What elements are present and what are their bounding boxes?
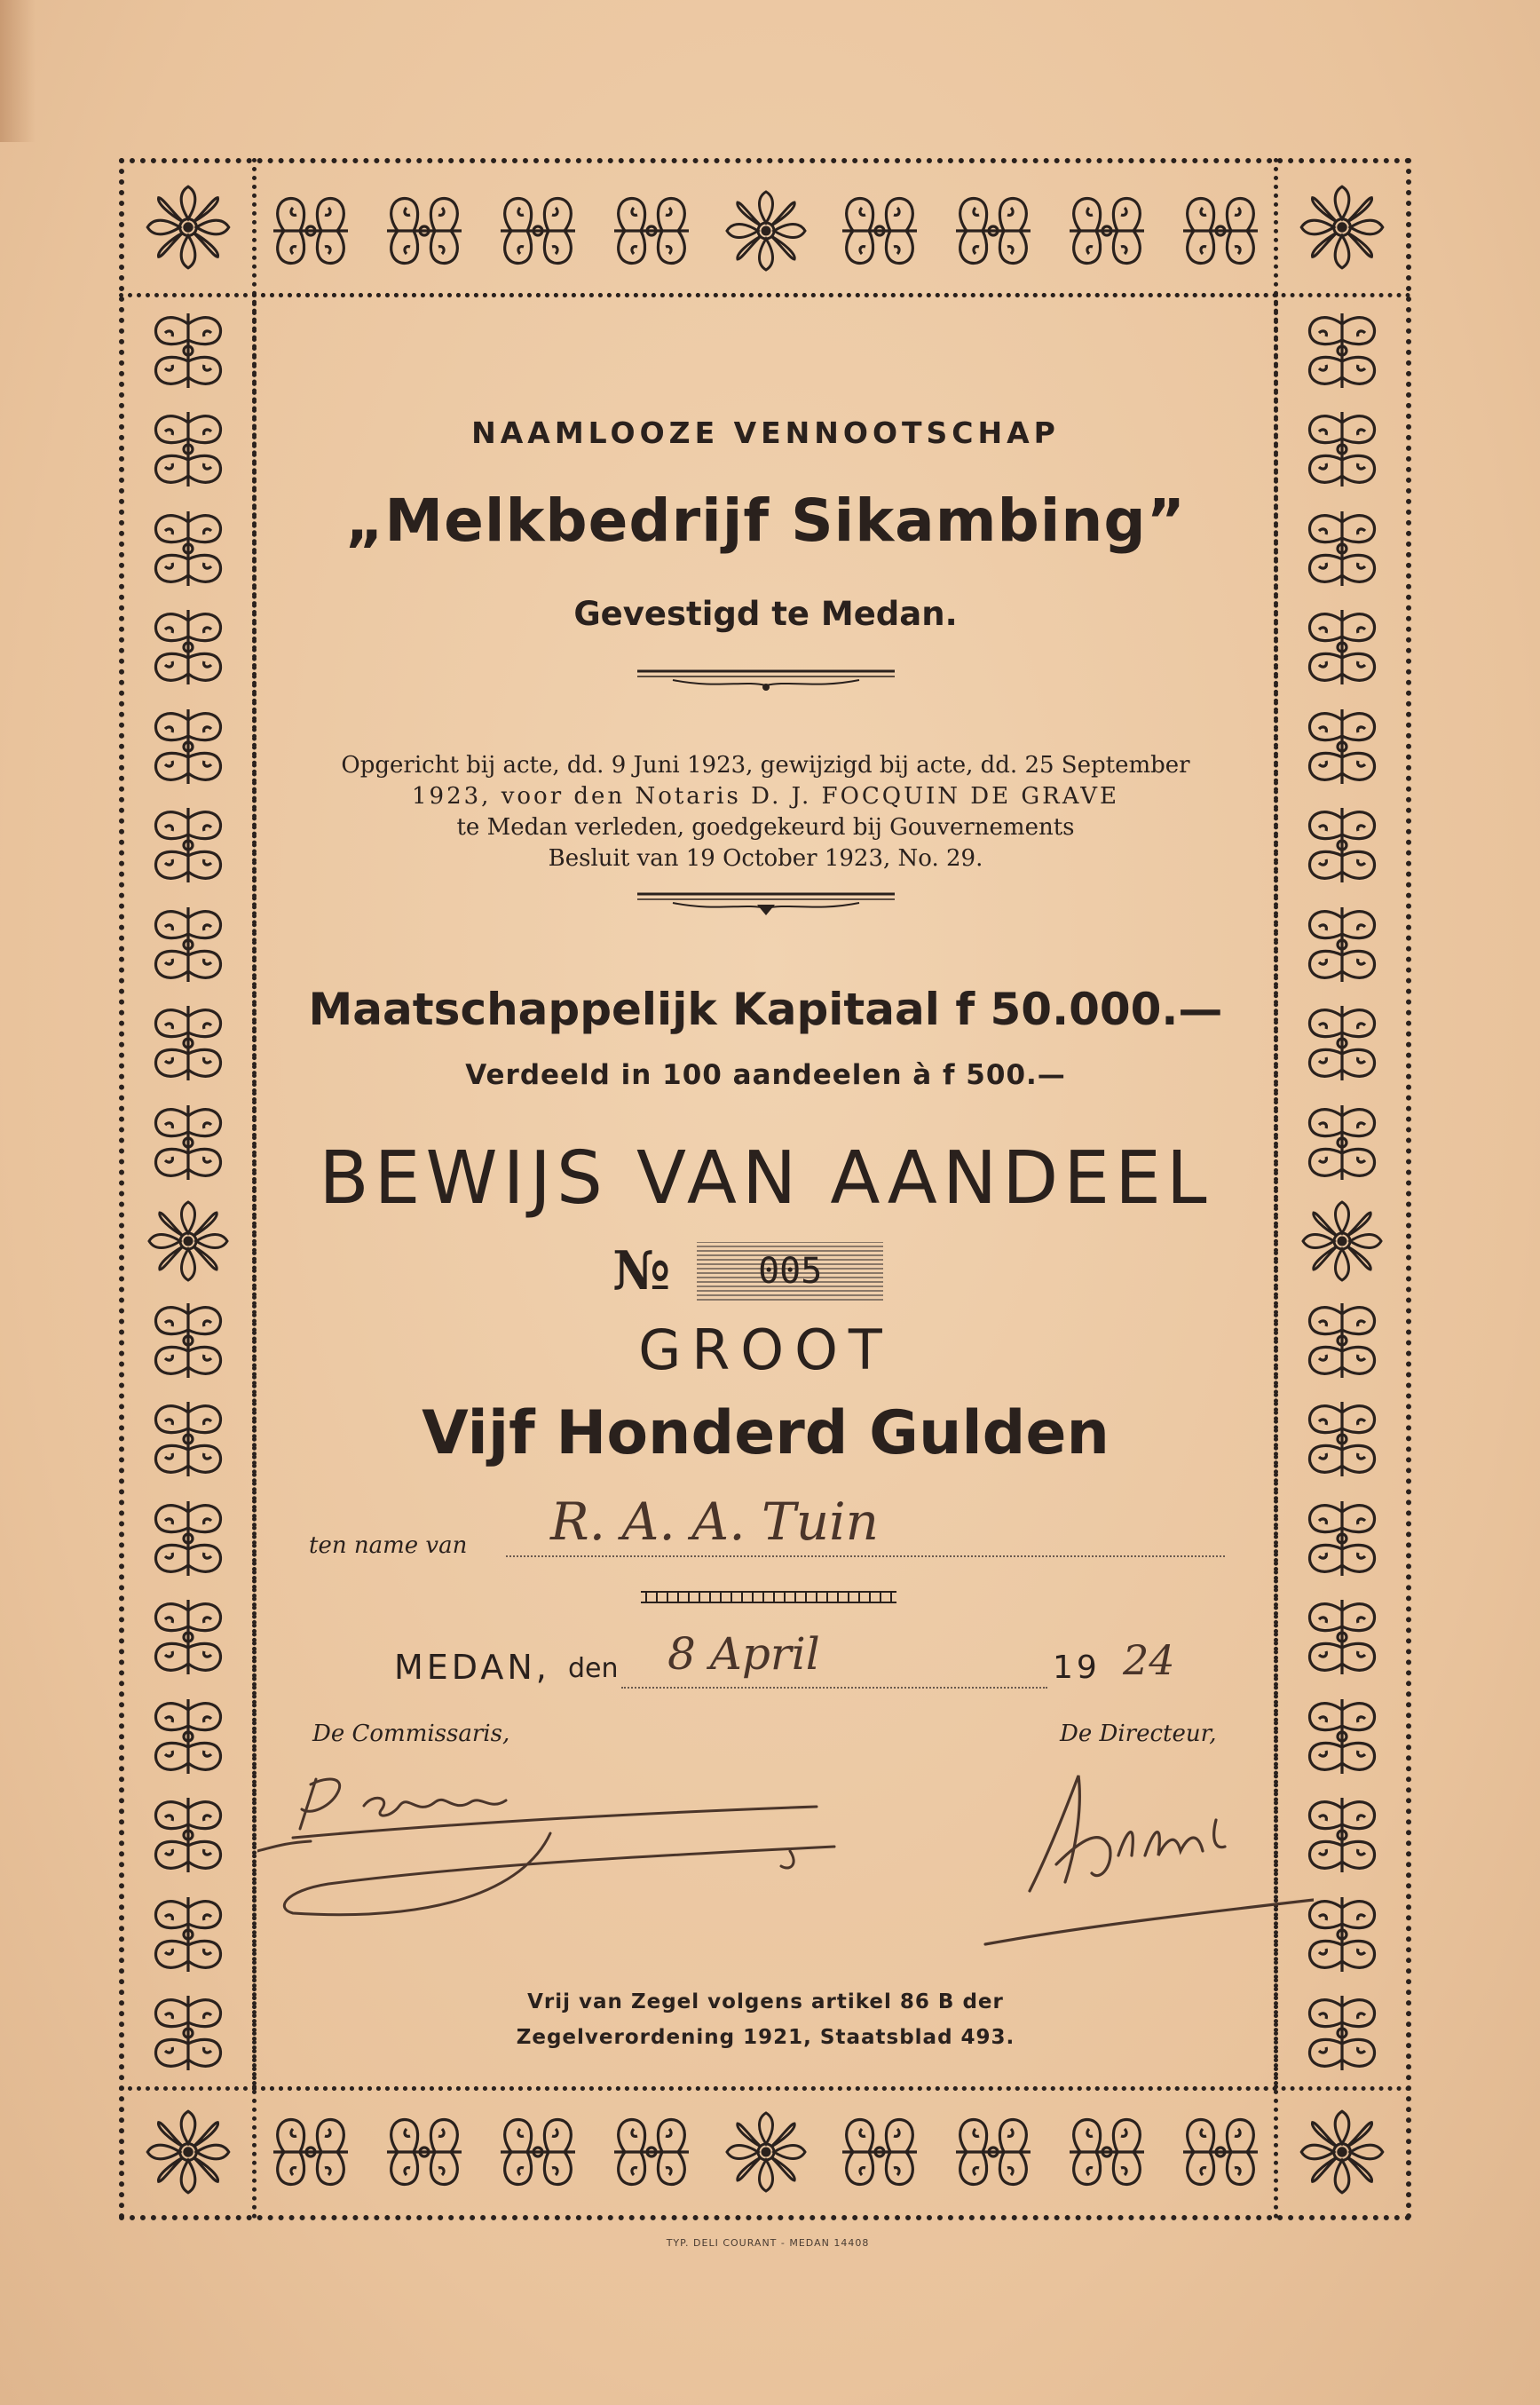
year-printed: 19 — [1053, 1649, 1101, 1686]
year-handwritten: 24 — [1123, 1636, 1175, 1684]
groot-label: GROOT — [638, 1317, 893, 1382]
directeur-signature — [976, 1758, 1314, 1953]
chain-separator — [641, 1589, 896, 1605]
scroll-ornament — [144, 603, 233, 692]
scroll-ornament — [1298, 306, 1386, 395]
scroll-ornament — [266, 2108, 355, 2196]
founding-line: Besluit van 19 October 1923, No. 29. — [548, 845, 983, 872]
holder-dotted-line — [506, 1555, 1225, 1557]
scroll-ornament — [144, 999, 233, 1088]
scroll-ornament — [1062, 186, 1151, 275]
scroll-ornament — [1298, 702, 1386, 791]
scroll-ornament — [607, 186, 696, 275]
scroll-ornament — [1062, 2108, 1151, 2196]
scroll-ornament — [266, 186, 355, 275]
left-column-line — [252, 158, 257, 2220]
scroll-ornament — [1298, 1296, 1386, 1385]
scroll-ornament — [144, 1296, 233, 1385]
certificate-number — [612, 1240, 883, 1302]
scroll-ornament — [1298, 900, 1386, 989]
scroll-ornament — [144, 405, 233, 494]
scroll-ornament — [1298, 1098, 1386, 1187]
scroll-ornament — [144, 1593, 233, 1681]
commissaris-signature — [257, 1767, 861, 1935]
decorative-rule-middle — [637, 890, 895, 917]
scroll-ornament — [722, 2108, 810, 2196]
scroll-ornament — [144, 1890, 233, 1979]
scroll-ornament — [722, 186, 810, 275]
scroll-ornament — [144, 1098, 233, 1187]
certificate-title: BEWIJS VAN AANDEEL — [319, 1136, 1212, 1221]
scroll-ornament — [1298, 1395, 1386, 1483]
scroll-ornament — [949, 186, 1038, 275]
company-type: NAAMLOOZE VENNOOTSCHAP — [471, 415, 1060, 450]
scroll-ornament — [835, 2108, 924, 2196]
number-value: 005 — [758, 1251, 823, 1292]
company-name: „Melkbedrijf Sikambing” — [345, 487, 1186, 555]
date-dotted-line — [621, 1687, 1047, 1689]
scroll-ornament — [494, 186, 582, 275]
scroll-ornament — [144, 1197, 233, 1286]
scroll-ornament — [1176, 186, 1265, 275]
scroll-ornament — [1298, 405, 1386, 494]
date-handwritten: 8 April — [667, 1628, 820, 1680]
decorative-rule-top — [637, 668, 895, 694]
scroll-ornament — [1298, 1197, 1386, 1286]
company-seat: Gevestigd te Medan. — [573, 595, 958, 633]
scroll-ornament — [1298, 1989, 1386, 2077]
scroll-ornament — [144, 1791, 233, 1879]
scroll-ornament — [144, 1395, 233, 1483]
scroll-ornament — [144, 504, 233, 593]
directeur-label: De Directeur, — [1060, 1721, 1217, 1747]
bottom-band-line — [119, 2086, 1411, 2091]
scroll-ornament — [380, 186, 469, 275]
founding-line: te Medan verleden, goedgekeurd bij Gouvernements — [456, 814, 1075, 841]
scroll-ornament — [144, 1692, 233, 1781]
commissaris-label: De Commissaris, — [312, 1721, 510, 1747]
corner-rosette-bottom-right — [1296, 2106, 1388, 2198]
scroll-ornament — [144, 801, 233, 890]
stamp-note-line: Zegelverordening 1921, Staatsblad 493. — [516, 2026, 1015, 2049]
number-box — [697, 1242, 883, 1301]
left-ornament-column — [144, 306, 233, 2077]
share-capital: Maatschappelijk Kapitaal f 50.000.— — [308, 984, 1223, 1035]
scroll-ornament — [144, 900, 233, 989]
holder-name-handwritten: R. A. A. Tuin — [550, 1491, 880, 1552]
scroll-ornament — [1298, 1494, 1386, 1583]
scroll-ornament — [144, 702, 233, 791]
place-of-issue: MEDAN, — [394, 1648, 550, 1687]
founding-line: Opgericht bij acte, dd. 9 Juni 1923, gewijzigd bij acte, dd. 25 September — [341, 752, 1190, 779]
scroll-ornament — [144, 1989, 233, 2077]
bottom-ornament-band — [266, 2108, 1265, 2196]
holder-label: ten name van — [309, 1532, 468, 1559]
number-sign: № — [612, 1240, 671, 1302]
scroll-ornament — [494, 2108, 582, 2196]
share-division: Verdeeld in 100 aandeelen à f 500.— — [465, 1059, 1066, 1091]
scroll-ornament — [1298, 504, 1386, 593]
paper-stain — [0, 0, 36, 142]
scroll-ornament — [1298, 999, 1386, 1088]
amount-in-words: Vijf Honderd Gulden — [422, 1398, 1110, 1468]
corner-rosette-bottom-left — [142, 2106, 234, 2198]
date-prefix: den — [568, 1653, 619, 1684]
scroll-ornament — [835, 186, 924, 275]
founding-line: 1923, voor den Notaris D. J. FOCQUIN DE GRAVE — [412, 783, 1119, 810]
corner-rosette-top-left — [142, 181, 234, 273]
printer-imprint: TYP. DELI COURANT - MEDAN 14408 — [666, 2237, 870, 2249]
scroll-ornament — [380, 2108, 469, 2196]
top-band-line — [119, 293, 1411, 297]
scroll-ornament — [1176, 2108, 1265, 2196]
stamp-note-line: Vrij van Zegel volgens artikel 86 B der — [527, 1990, 1004, 2013]
scroll-ornament — [144, 1494, 233, 1583]
corner-rosette-top-right — [1296, 181, 1388, 273]
founding-text — [257, 750, 1274, 874]
top-ornament-band — [266, 186, 1265, 275]
scroll-ornament — [1298, 801, 1386, 890]
scroll-ornament — [949, 2108, 1038, 2196]
stamp-exemption-note — [257, 1984, 1274, 2055]
scroll-ornament — [1298, 1593, 1386, 1681]
scroll-ornament — [144, 306, 233, 395]
scroll-ornament — [607, 2108, 696, 2196]
scroll-ornament — [1298, 603, 1386, 692]
